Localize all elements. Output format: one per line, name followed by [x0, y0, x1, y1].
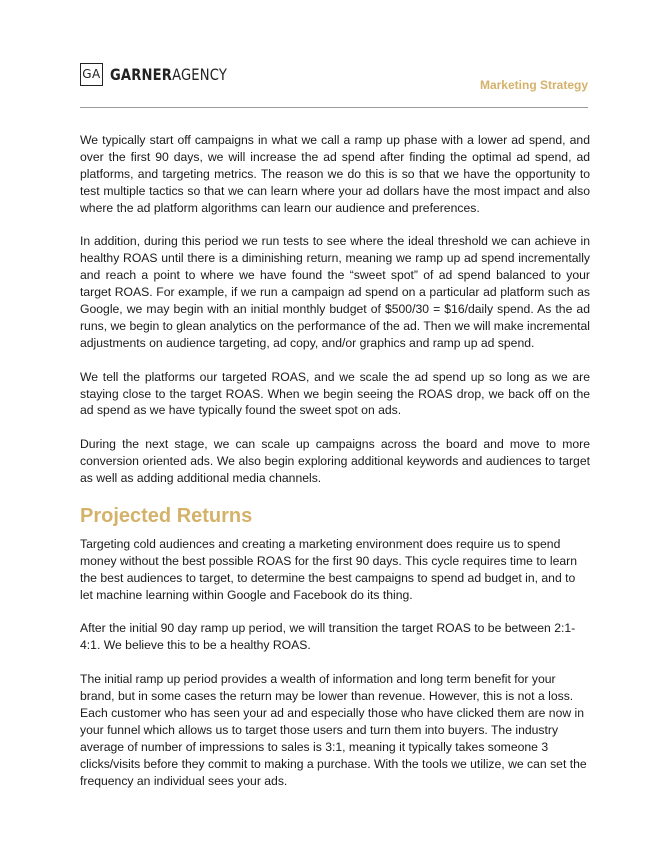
header-divider — [80, 107, 588, 108]
document-body — [80, 132, 590, 806]
logo-word-agency: AGENCY — [172, 64, 228, 84]
logo-mark: GA — [80, 63, 103, 86]
paragraph-cold-audiences: Targeting cold audiences and creating a marketing environment does require us to spend money without the best possible ROAS for the first 90 days. This cycle requires time to learn the best audiences to target, to determine the best campaigns to spend ad budget in, and to let machine learning within Google and Facebook do its thing. — [80, 536, 577, 602]
section-heading-projected-returns: Projected Returns — [80, 504, 253, 527]
paragraph-next-stage: During the next stage, we can scale up campaigns across the board and move to more conversion oriented ads. We also begin exploring additional keywords and audiences to target as well as adding additional media channels. — [80, 437, 590, 486]
page-header — [80, 60, 588, 108]
document-section-label: Marketing Strategy — [479, 78, 588, 92]
garner-agency-logo — [80, 60, 253, 88]
paragraph-after-ramp-up: After the initial 90 day ramp up period, we will transition the target ROAS to be between 2:1-4:1. We believe this to be a healthy ROAS. — [80, 621, 576, 653]
paragraph-initial-ramp-up-benefit: The initial ramp up period provides a wealth of information and long term benefit for your brand, but in some cases the return may be lower than revenue. However, this is not a loss. Each customer who has seen your ad and especially those who have clicked them are now in your funnel which allows us to target those users and turn them into buyers. The industry average of number of impressions to sales is 3:1, meaning it typically takes someone 3 clicks/visits before they commit to making a purchase. With the tools we utilize, we can set the frequency an individual sees your ads. — [80, 672, 587, 788]
paragraph-ramp-up-phase: We typically start off campaigns in what we call a ramp up phase with a lower ad spend, and over the first 90 days, we will increase the ad spend after finding the optimal ad spend, ad platforms, and targeting metrics. The reason we do this is so that we have the opportunity to test multiple tactics so that we can learn where your ad dollars have the most impact and also where the ad platform algorithms can learn our audience and preferences. — [80, 133, 590, 215]
paragraph-testing-threshold: In addition, during this period we run tests to see where the ideal threshold we can achieve in healthy ROAS until there is a diminishing return, meaning we ramp up ad spend incrementally and reach a point to where we have found the “sweet spot” of ad spend balanced to your target ROAS. For example, if we run a campaign ad spend on a particular ad platform such as Google, we may begin with an initial monthly budget of $500/30 = $16/daily spend. As the ad runs, we begin to glean analytics on the performance of the ad. Then we will make incremental adjustments on audience targeting, ad copy, and/or graphics and ramp up ad spend. — [80, 234, 590, 350]
logo-wordmark — [110, 65, 227, 84]
logo-word-garner: GARNER — [110, 64, 173, 84]
paragraph-target-roas: We tell the platforms our targeted ROAS, and we scale the ad spend up so long as we are staying close to the target ROAS. When we begin seeing the ROAS drop, we back off on the ad spend as we have typically found the sweet spot on ads. — [80, 369, 590, 418]
